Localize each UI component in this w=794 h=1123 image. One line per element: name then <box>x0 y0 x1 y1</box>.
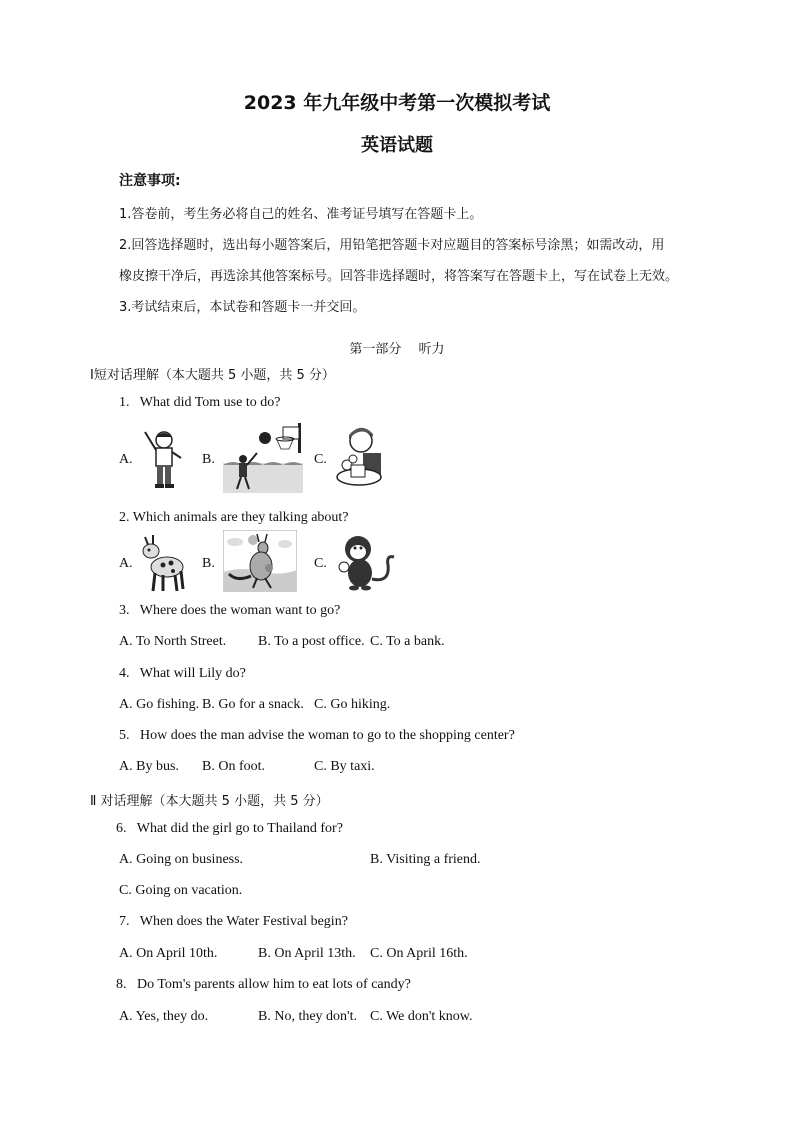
question-number: 1. <box>119 395 130 410</box>
question-7 <box>119 914 348 930</box>
question-text: What will Lily do? <box>139 666 246 681</box>
question-4 <box>119 666 246 682</box>
option-a: A. On April 10th. <box>119 946 218 961</box>
monkey-image <box>336 533 398 591</box>
question-2 <box>119 510 349 526</box>
page-subtitle: 英语试题 <box>361 135 433 156</box>
option-c: C. Go hiking. <box>314 697 391 712</box>
option-a: A. Going on business. <box>119 852 244 867</box>
option-b: B. To a post office. <box>258 634 365 649</box>
question-5 <box>119 728 515 744</box>
question-text: Where does the woman want to go? <box>139 603 341 618</box>
option-a: A. By bus. <box>119 759 179 774</box>
option-c: C. By taxi. <box>314 759 375 774</box>
question-text: How does the man advise the woman to go to the shopping center? <box>140 728 515 743</box>
section-heading: Ⅱ 对话理解（本大题共 5 小题，共 5 分） <box>90 794 329 809</box>
option-b: B. No, they don't. <box>258 1009 357 1024</box>
part-title: 第一部分 听力 <box>349 342 445 357</box>
option-b: B. Visiting a friend. <box>370 852 481 867</box>
option-label: A. <box>119 556 133 571</box>
question-number: 6. <box>116 821 127 836</box>
page-title: 2023 年九年级中考第一次模拟考试 <box>243 92 551 114</box>
question-1 <box>119 395 280 411</box>
boy-washing-clothes-image <box>333 425 391 491</box>
option-c: C. Going on vacation. <box>119 883 243 898</box>
question-text: Do Tom's parents allow him to eat lots of candy? <box>137 977 411 992</box>
option-a: A. To North Street. <box>119 634 227 649</box>
question-number: 3. <box>119 603 130 618</box>
option-a: A. Go fishing. <box>119 697 200 712</box>
question-3 <box>119 603 340 619</box>
question-number: 5. <box>119 728 130 743</box>
question-text: Which animals are they talking about? <box>132 510 349 525</box>
option-label: C. <box>314 452 327 467</box>
basketball-image <box>223 423 303 493</box>
boy-exercising-image <box>137 428 185 490</box>
option-b: B. On April 13th. <box>258 946 356 961</box>
option-label: B. <box>202 452 215 467</box>
question-text: What did Tom use to do? <box>139 395 281 410</box>
question-number: 8. <box>116 977 127 992</box>
question-text: When does the Water Festival begin? <box>139 914 348 929</box>
option-c: C. To a bank. <box>370 634 445 649</box>
option-a: A. Yes, they do. <box>119 1009 209 1024</box>
option-label: A. <box>119 452 133 467</box>
option-b: B. Go for a snack. <box>202 697 304 712</box>
option-c: C. On April 16th. <box>370 946 468 961</box>
option-label: C. <box>314 556 327 571</box>
question-text: What did the girl go to Thailand for? <box>136 821 343 836</box>
note-item: 2.回答选择题时，选出每小题答案后，用铅笔把答题卡对应题目的答案标号涂黑；如需改动，用 <box>119 238 665 253</box>
notes-heading: 注意事项: <box>119 173 181 189</box>
option-c: C. We don't know. <box>370 1009 473 1024</box>
kangaroo-image <box>223 530 297 592</box>
note-item: 1.答卷前，考生务必将自己的姓名、准考证号填写在答题卡上。 <box>119 207 483 222</box>
question-number: 7. <box>119 914 130 929</box>
note-item: 3.考试结束后，本试卷和答题卡一并交回。 <box>119 300 366 315</box>
question-number: 4. <box>119 666 130 681</box>
section-heading: Ⅰ短对话理解（本大题共 5 小题，共 5 分） <box>90 368 335 383</box>
note-item: 橡皮擦干净后，再选涂其他答案标号。回答非选择题时，将答案写在答题卡上，写在试卷上无效。 <box>119 269 679 284</box>
question-6 <box>116 821 343 837</box>
option-label: B. <box>202 556 215 571</box>
deer-image <box>137 533 187 593</box>
option-b: B. On foot. <box>202 759 265 774</box>
question-8 <box>116 977 411 993</box>
question-number: 2. <box>119 510 130 525</box>
